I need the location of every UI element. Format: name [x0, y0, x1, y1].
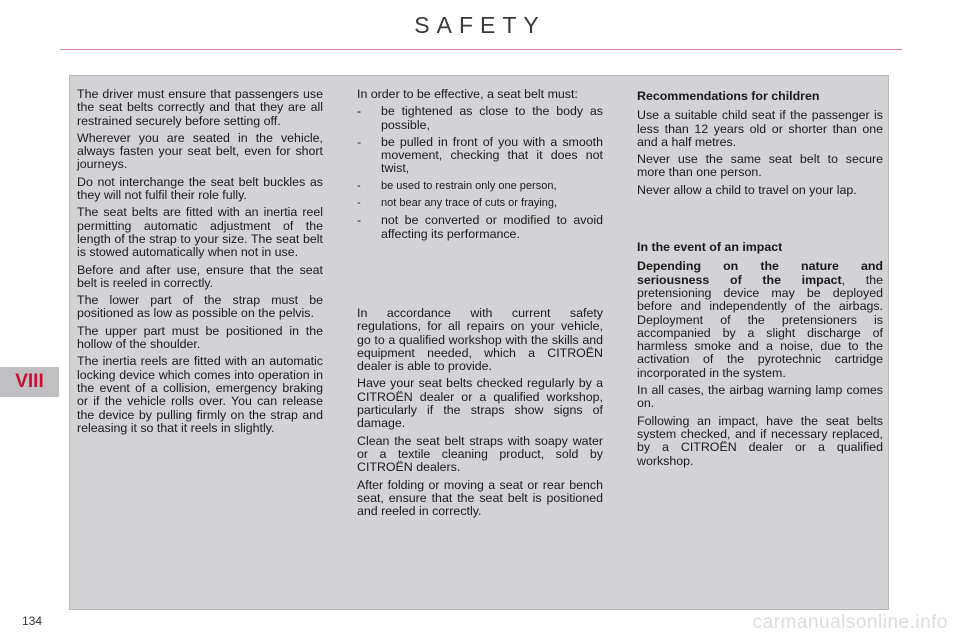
paragraph: Have your seat belts checked regularly by a CITROËN dealer or a qualified workshop, particularly if the straps show signs of damage. — [357, 376, 603, 431]
dash-marker: - — [357, 104, 362, 119]
dash-marker: - — [357, 213, 362, 228]
impact-bold-text: Depending on the nature and seriousness of the impact — [637, 259, 883, 287]
column-3 — [637, 88, 883, 472]
paragraph: Never allow a child to travel on your lap. — [637, 182, 857, 197]
paragraph: Do not interchange the seat belt buckles as they will not fulfil their role fully. — [77, 174, 323, 203]
paragraph: The upper part must be positioned in the hollow of the shoulder. — [77, 323, 323, 352]
paragraph: Following an impact, have the seat belts system checked, and if necessary replaced, by a CITROËN dealer or a qualified workshop. — [637, 413, 883, 468]
dash-marker: - — [357, 179, 361, 192]
list-intro: In order to be effective, a seat belt must: — [357, 87, 578, 101]
paragraph: In accordance with current safety regulations, for all repairs on your vehicle, go to a qualified workshop with the skills and equipment needed, which a CITROËN dealer is able to provide. — [357, 305, 603, 374]
list-item: - be pulled in front of you with a smooth movement, checking that it does not twist, — [357, 134, 603, 176]
paragraph: The seat belts are fitted with an inertia reel permitting automatic adjustment of the length of the strap to your size. The seat belt is stowed automatically when not in use. — [77, 205, 323, 260]
section-heading-children: Recommendations for children — [637, 89, 820, 103]
paragraph — [637, 260, 883, 380]
section-heading-impact: In the event of an impact — [637, 240, 783, 255]
page-number: 134 — [22, 614, 43, 628]
dash-marker: - — [357, 134, 362, 149]
paragraph: The inertia reels are fitted with an automatic locking device which comes into operation in the event of a collision, emergency braking or if the vehicle rolls over. You can release the device by pulling firmly on the strap and releasing it so that it reels in slightly. — [77, 354, 323, 435]
paragraph: Wherever you are seated in the vehicle, always fasten your seat belt, even for short journeys. — [77, 130, 323, 172]
column-2 — [357, 88, 603, 522]
page-title: SAFETY — [414, 12, 546, 38]
list-item: - not be converted or modified to avoid affecting its performance. — [357, 213, 603, 241]
paragraph: The lower part of the strap must be positioned as low as possible on the pelvis. — [77, 293, 323, 321]
requirements-list — [357, 105, 603, 241]
list-item: - be used to restrain only one person, — [357, 179, 557, 192]
paragraph: In all cases, the airbag warning lamp comes on. — [637, 383, 883, 411]
paragraph: The driver must ensure that passengers use the seat belts correctly and that they are all restrained securely before setting off. — [77, 87, 323, 128]
paragraph: Before and after use, ensure that the seat belt is reeled in correctly. — [77, 262, 323, 290]
paragraph: Never use the same seat belt to secure more than one person. — [637, 152, 883, 180]
paragraph: Use a suitable child seat if the passenger is less than 12 years old or shorter than one and a half metres. — [637, 108, 883, 149]
paragraph: Clean the seat belt straps with soapy water or a textile cleaning product, sold by CITROËN dealers. — [357, 433, 603, 475]
paragraph: After folding or moving a seat or rear bench seat, ensure that the seat belt is positioned and reeled in correctly. — [357, 477, 603, 519]
watermark: carmanualsonline.info — [752, 612, 948, 633]
list-item: - be tightened as close to the body as possible, — [357, 104, 603, 132]
title-divider — [60, 49, 902, 50]
spacer — [357, 245, 603, 307]
column-1 — [77, 88, 323, 439]
chapter-tab: VIII — [0, 367, 59, 397]
impact-text: , the pretensioning device may be deployed before and independently of the airbags. Deployment of the pretensioners is accompanied by a slight discharge of harmless smoke and a noise, due to the activation of the pyrotechnic cartridge incorporated in the system. — [637, 272, 883, 380]
list-item: - not bear any trace of cuts or fraying, — [357, 197, 558, 210]
dash-marker: - — [357, 197, 361, 210]
spacer — [637, 201, 883, 239]
